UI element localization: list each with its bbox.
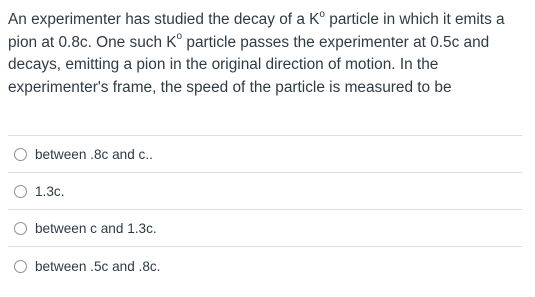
answer-option-4[interactable] (8, 246, 522, 285)
answer-option-3[interactable] (8, 209, 522, 246)
radio-button[interactable] (14, 260, 27, 273)
answer-option-1[interactable] (8, 135, 522, 172)
question-text-part: particle passes the experimenter at 0.5c and decays, emitting a pion in the original direction of motion. In the experimenter's frame, the speed of the particle is measured to be (8, 33, 490, 96)
question-text-part: particle in which it emits a pion at 0.8c. One such K (8, 11, 505, 51)
answer-list (8, 135, 522, 285)
question-text (8, 9, 530, 99)
answer-label: between .5c and .8c. (35, 258, 161, 274)
answer-option-2[interactable] (8, 172, 522, 209)
superscript-o: o (319, 8, 325, 20)
radio-button[interactable] (14, 185, 27, 198)
answer-label: between c and 1.3c. (35, 220, 157, 236)
superscript-o: o (176, 31, 183, 43)
answer-label: between .8c and c.. (35, 146, 153, 162)
radio-button[interactable] (14, 222, 27, 235)
answer-label: 1.3c. (35, 183, 65, 199)
question-text-part: An experimenter has studied the decay of a K (8, 11, 320, 28)
radio-button[interactable] (14, 148, 27, 161)
